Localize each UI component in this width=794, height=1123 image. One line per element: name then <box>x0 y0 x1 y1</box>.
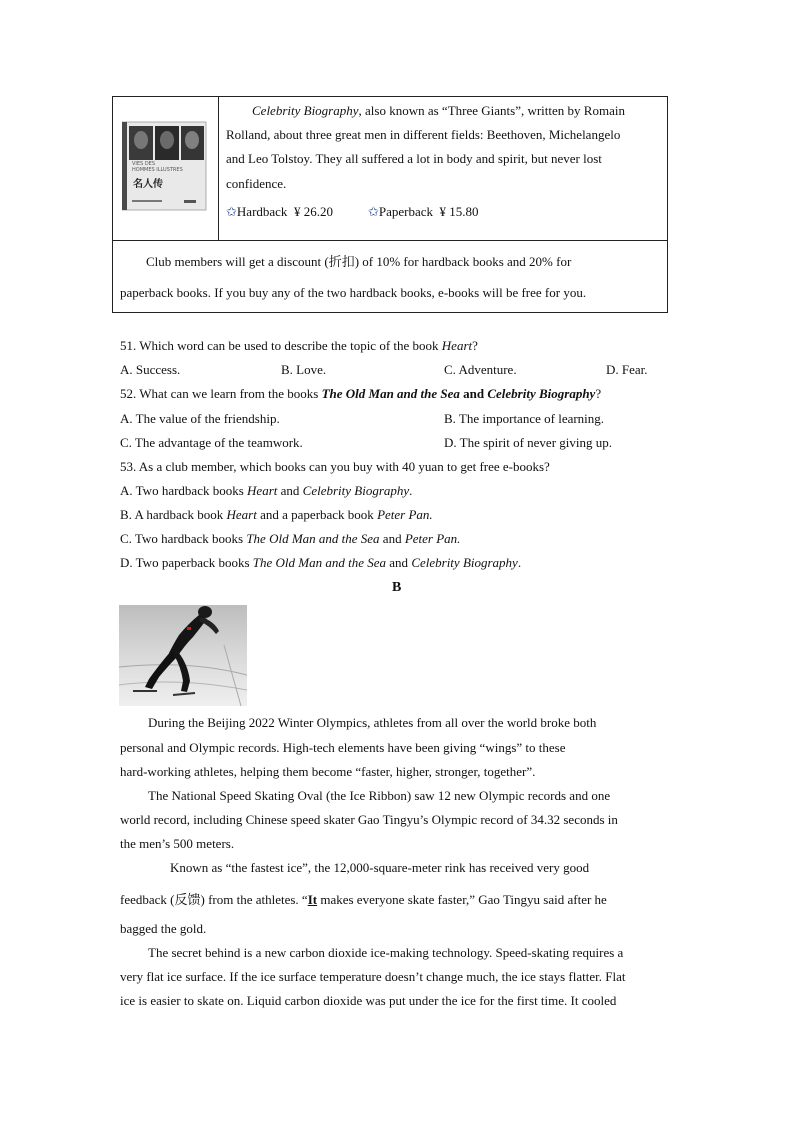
question-53: 53. As a club member, which books can you buy with 40 yuan to get free e-books? <box>120 459 550 474</box>
ad-description-line1: Celebrity Biography, also known as “Three Giants”, written by Romain <box>252 103 625 118</box>
b-paragraph1-line3: hard-working athletes, helping them become “faster, higher, stronger, together”. <box>120 764 536 779</box>
b-paragraph3-line2: feedback (反馈) from the athletes. “It makes everyone skate faster,” Gao Tingyu said after he <box>120 892 607 907</box>
q51-option-d: D. Fear. <box>606 362 648 377</box>
book-title-celebrity: Celebrity Biography <box>252 103 359 118</box>
ad-description-line4: confidence. <box>226 176 287 191</box>
underlined-it: It <box>307 892 318 907</box>
question-51: 51. Which word can be used to describe the topic of the book Heart? <box>120 338 478 353</box>
b-paragraph3-line1: Known as “the fastest ice”, the 12,000-square-meter rink has received very good <box>170 860 590 875</box>
b-paragraph1-line2: personal and Olympic records. High-tech elements have been giving “wings” to these <box>120 740 566 755</box>
cover-title-en-2: HOMMES ILLUSTRES <box>132 167 183 173</box>
q53-option-a: A. Two hardback books Heart and Celebrity Biography. <box>120 483 413 498</box>
hardback-price: ¥ 26.20 <box>293 204 333 219</box>
q52-option-c: C. The advantage of the teamwork. <box>120 435 303 450</box>
b-paragraph4-line3: ice is easier to skate on. Liquid carbon dioxide was put under the ice for the first time. It cooled <box>120 993 617 1008</box>
discount-line1: Club members will get a discount (折扣) of 10% for hardback books and 20% for <box>146 254 572 269</box>
star-icon: ✩ <box>368 204 379 219</box>
q52-option-d: D. The spirit of never giving up. <box>444 435 613 450</box>
q51-option-c: C. Adventure. <box>444 362 517 377</box>
paperback-label: Paperback <box>378 204 434 219</box>
q52-option-b: B. The importance of learning. <box>444 411 605 426</box>
b-paragraph3-line3: bagged the gold. <box>120 921 207 936</box>
star-icon: ✩ <box>226 204 237 219</box>
q53-option-c: C. Two hardback books The Old Man and the Sea and Peter Pan. <box>120 531 461 546</box>
q53-option-b: B. A hardback book Heart and a paperback book Peter Pan. <box>120 507 433 522</box>
b-paragraph4-line2: very flat ice surface. If the ice surface temperature doesn’t change much, the ice stays flatter. Flat <box>120 969 626 984</box>
ad-description-line2: Rolland, about three great men in different fields: Beethoven, Michelangelo <box>226 127 621 142</box>
question-52: 52. What can we learn from the books The Old Man and the Sea and Celebrity Biography? <box>120 386 602 401</box>
hardback-label: Hardback <box>236 204 288 219</box>
table-column-divider <box>218 96 219 241</box>
b-paragraph4-line1: The secret behind is a new carbon dioxide ice-making technology. Speed-skating requires a <box>148 945 624 960</box>
q52-option-a: A. The value of the friendship. <box>120 411 280 426</box>
hardback-price-row <box>226 204 333 220</box>
speed-skater-photo <box>119 605 247 706</box>
paperback-price: ¥ 15.80 <box>439 204 479 219</box>
cover-title-en-1: VIES DES <box>132 161 156 167</box>
b-paragraph2-line3: the men’s 500 meters. <box>120 836 235 851</box>
q51-option-a: A. Success. <box>120 362 181 377</box>
section-b-heading: B <box>392 580 402 595</box>
table-row-divider <box>112 240 668 241</box>
b-paragraph2-line1: The National Speed Skating Oval (the Ice Ribbon) saw 12 new Olympic records and one <box>148 788 611 803</box>
b-paragraph2-line2: world record, including Chinese speed skater Gao Tingyu’s Olympic record of 34.32 seconds in <box>120 812 618 827</box>
discount-line2: paperback books. If you buy any of the two hardback books, e-books will be free for you. <box>120 285 587 300</box>
cover-title-cn: 名人传 <box>133 179 163 190</box>
paperback-price-row <box>368 204 479 220</box>
q51-option-b: B. Love. <box>281 362 327 377</box>
b-paragraph1-line1: During the Beijing 2022 Winter Olympics, athletes from all over the world broke both <box>148 715 597 730</box>
ad-description-line3: and Leo Tolstoy. They all suffered a lot in body and spirit, but never lost <box>226 151 602 166</box>
q53-option-d: D. Two paperback books The Old Man and the Sea and Celebrity Biography. <box>120 555 522 570</box>
